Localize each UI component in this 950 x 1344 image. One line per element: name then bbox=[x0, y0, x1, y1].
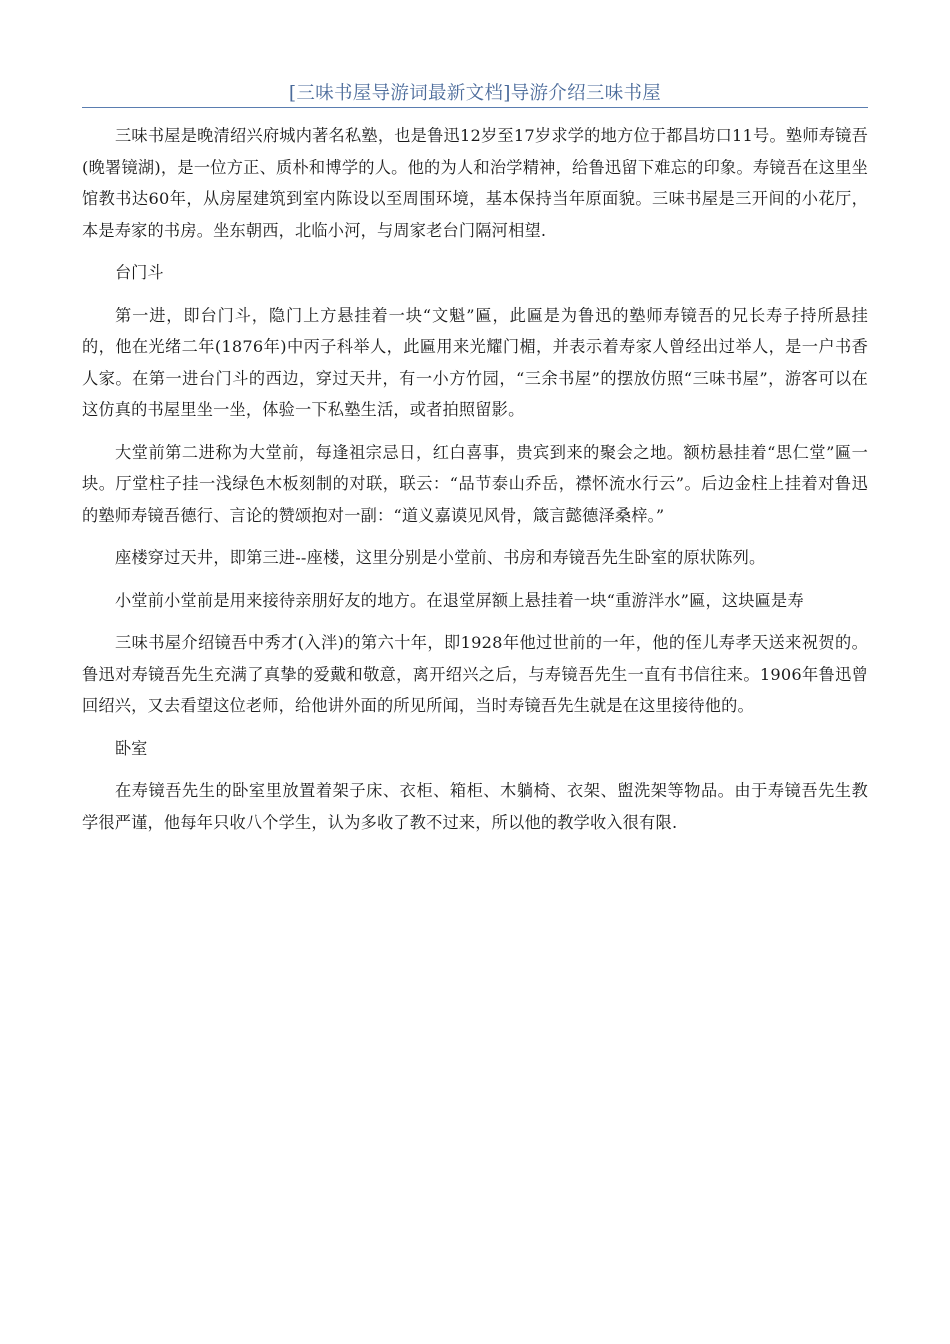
paragraph-third-building: 座楼穿过天井，即第三进--座楼，这里分别是小堂前、书房和寿镜吾先生卧室的原状陈列。 bbox=[115, 548, 766, 567]
section-heading-bedroom: 卧室 bbox=[115, 738, 148, 758]
paragraph-main-hall: 大堂前第二进称为大堂前，每逢祖宗忌日，红白喜事，贵宾到来的聚会之地。额枋悬挂着“思仁堂”匾一块。厅堂柱子挂一浅绿色木板刻制的对联，联云：“品节泰山乔岳，襟怀流水行云”。后边金柱上挂着对鲁迅的塾师寿镜吾德行、言论的赞颂抱对一副：“道义嘉谟见风骨，箴言懿德泽桑梓。” bbox=[82, 442, 868, 525]
paragraph-first-courtyard: 第一进，即台门斗，隐门上方悬挂着一块“文魁”匾，此匾是为鲁迅的塾师寿镜吾的兄长寿子持所悬挂的，他在光绪二年(1876年)中丙子科举人，此匾用来光耀门楣，并表示着寿家人曾经出过举人，是一户书香人家。在第一进台门斗的西边，穿过天井，有一小方竹园，“三余书屋”的摆放仿照“三味书屋”，游客可以在这仿真的书屋里坐一坐，体验一下私塾生活，或者拍照留影。 bbox=[82, 305, 868, 419]
document-title: [三味书屋导游词最新文档]导游介绍三味书屋 bbox=[288, 83, 662, 104]
paragraph-small-hall: 小堂前小堂前是用来接待亲朋好友的地方。在退堂屏额上悬挂着一块“重游泮水”匾，这块匾是寿 bbox=[115, 590, 804, 610]
document-body bbox=[82, 120, 868, 849]
paragraph-intro: 三味书屋是晚清绍兴府城内著名私塾，也是鲁迅12岁至17岁求学的地方位于都昌坊口11号。塾师寿镜吾(晚署镜湖)，是一位方正、质朴和博学的人。他的为人和治学精神，给鲁迅留下难忘的印象。寿镜吾在这里坐馆教书达60年，从房屋建筑到室内陈设以至周围环境，基本保持当年原面貌。三味书屋是三开间的小花厅，本是寿家的书房。坐东朝西，北临小河，与周家老台门隔河相望. bbox=[82, 126, 868, 240]
title-underline bbox=[82, 107, 868, 108]
section-heading-taimendou: 台门斗 bbox=[115, 263, 164, 282]
paragraph-bedroom: 在寿镜吾先生的卧室里放置着架子床、衣柜、箱柜、木躺椅、衣架、盥洗架等物品。由于寿镜吾先生教学很严谨，他每年只收八个学生，认为多收了教不过来，所以他的教学收入很有限. bbox=[82, 781, 868, 832]
paragraph-plaque-story: 三味书屋介绍镜吾中秀才(入泮)的第六十年，即1928年他过世前的一年，他的侄儿寿孝天送来祝贺的。鲁迅对寿镜吾先生充满了真挚的爱戴和敬意，离开绍兴之后，与寿镜吾先生一直有书信往来。1906年鲁迅曾回绍兴，又去看望这位老师，给他讲外面的所见所闻，当时寿镜吾先生就是在这里接待他的。 bbox=[82, 633, 868, 715]
